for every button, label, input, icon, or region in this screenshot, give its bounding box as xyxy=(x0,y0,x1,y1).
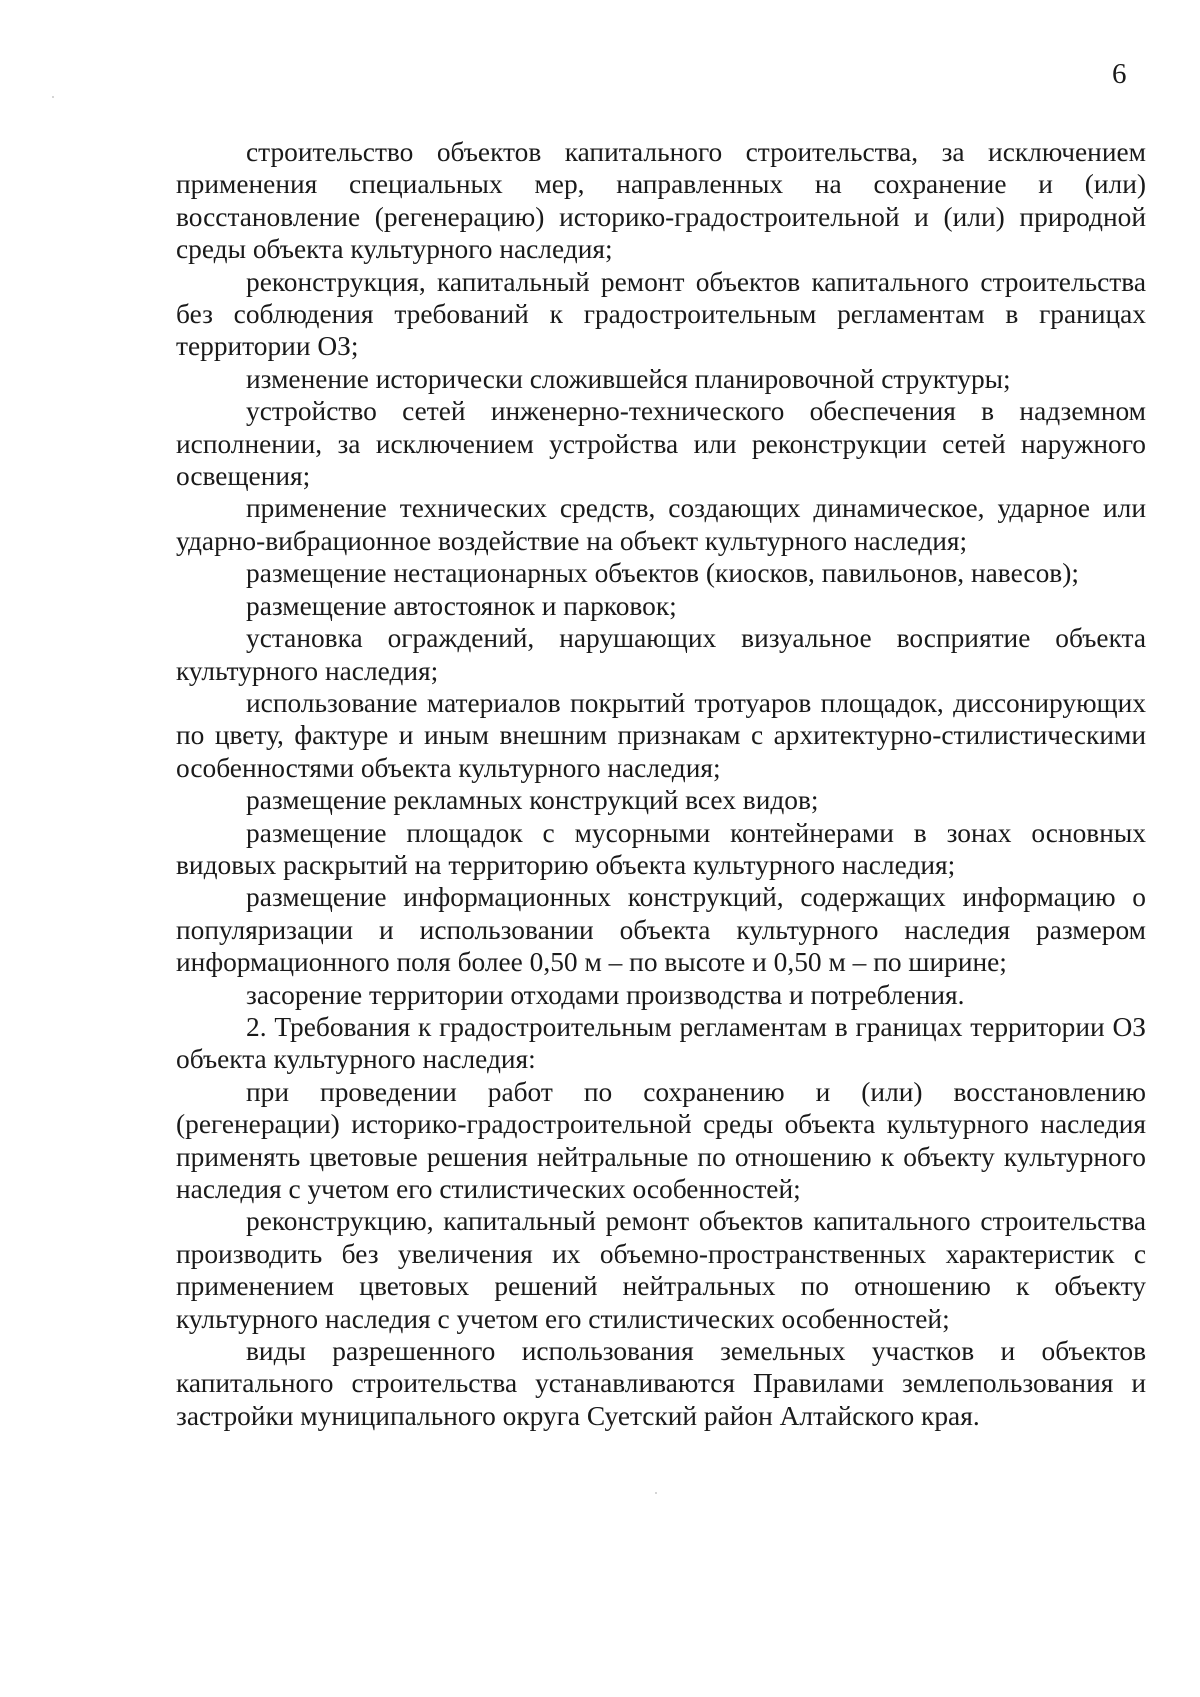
paragraph-section-2-heading: 2. Требования к градостроительным регламентам в границах территории ОЗ объекта культурного наследия: xyxy=(176,1011,1146,1075)
scan-artifact xyxy=(52,96,54,98)
page-number: 6 xyxy=(1112,58,1127,90)
paragraph-preservation-works: при проведении работ по сохранению и (или) восстановлению (регенерации) историко-градостроительной среды объекта культурного наследия применять цветовые решения нейтральные по отношению к объекту культурного наследия с учетом его стилистических особенностей; xyxy=(176,1076,1146,1204)
paragraph-permitted-use: виды разрешенного использования земельных участков и объектов капитального строительства устанавливаются Правилами землепользования и застройки муниципального округа Суетский район Алтайского края. xyxy=(176,1336,1146,1431)
scan-artifact xyxy=(655,1492,657,1494)
paragraph-pavement-materials: использование материалов покрытий тротуаров площадок, диссонирующих по цвету, фактуре и иным внешним признакам с архитектурно-стилистическими особенностями объекта культурного наследия; xyxy=(176,687,1146,783)
paragraph-non-stationary-objects: размещение нестационарных объектов (киосков, павильонов, навесов); xyxy=(246,558,1079,589)
paragraph-parking: размещение автостоянок и парковок; xyxy=(246,590,677,621)
paragraph-information-structures: размещение информационных конструкций, содержащих информацию о популяризации и использовании объекта культурного наследия размером информационного поля более 0,50 м – по высоте и 0,50 м – по ширине; xyxy=(176,882,1146,978)
paragraph-engineering-networks: устройство сетей инженерно-технического обеспечения в надземном исполнении, за исключением устройства или реконструкции сетей наружного освещения; xyxy=(176,396,1146,492)
paragraph-planning-structure: изменение исторически сложившейся планировочной структуры; xyxy=(246,363,1011,394)
document-body xyxy=(176,136,1146,1432)
paragraph-advertising: размещение рекламных конструкций всех видов; xyxy=(246,785,819,816)
paragraph-fences: установка ограждений, нарушающих визуальное восприятие объекта культурного наследия; xyxy=(176,623,1146,686)
paragraph-garbage-containers: размещение площадок с мусорными контейнерами в зонах основных видовых раскрытий на территорию объекта культурного наследия; xyxy=(176,817,1146,880)
paragraph-capital-construction: строительство объектов капитального строительства, за исключением применения специальных мер, направленных на сохранение и (или) восстановление (регенерацию) историко-градостроительной и (или) природной среды объекта культурного наследия; xyxy=(176,137,1146,265)
paragraph-littering: засорение территории отходами производства и потребления. xyxy=(246,979,965,1010)
paragraph-reconstruction-requirements: реконструкцию, капитальный ремонт объектов капитального строительства производить без увеличения их объемно-пространственных характеристик с применением цветовых решений нейтральных по отношению к объекту культурного наследия с учетом его стилистических особенностей; xyxy=(176,1206,1146,1334)
paragraph-technical-means: применение технических средств, создающих динамическое, ударное или ударно-вибрационное воздействие на объект культурного наследия; xyxy=(176,493,1146,556)
paragraph-reconstruction: реконструкция, капитальный ремонт объектов капитального строительства без соблюдения требований к градостроительным регламентам в границах территории ОЗ; xyxy=(176,266,1146,362)
